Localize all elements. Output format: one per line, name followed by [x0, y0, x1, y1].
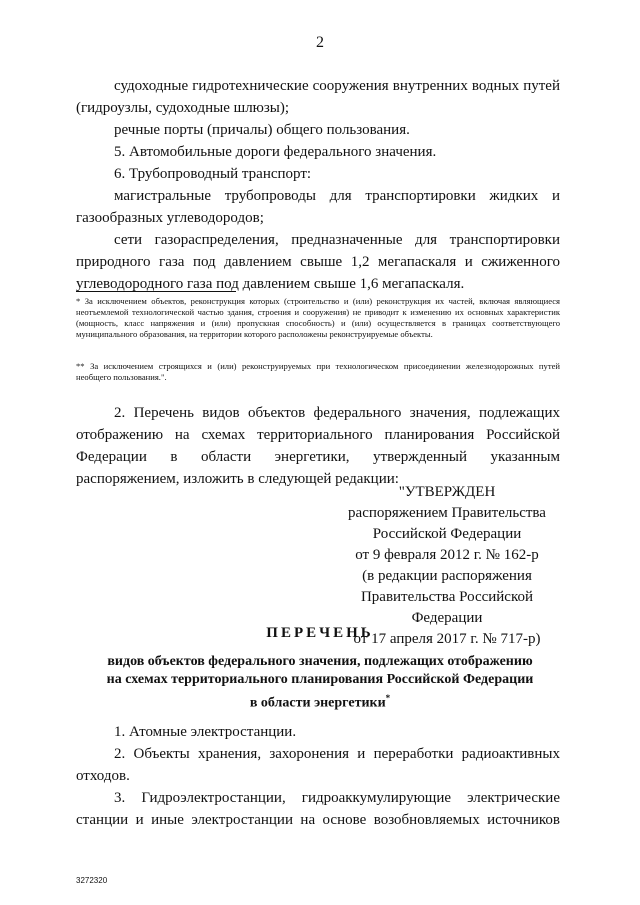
approval-line: от 17 апреля 2017 г. № 717-р)	[353, 631, 541, 647]
list-item-3: 3. Гидроэлектростанции, гидроаккумулирующие электрические станции и иные электростанции на основе возобновляемых источников	[76, 790, 560, 828]
footnote-2: ** За исключением строящихся и (или) реконструируемых при технологическом присоединении железнодорожных путей необщего пользования.".	[76, 361, 560, 382]
list-subtitle-text: в области энергетики	[249, 695, 386, 711]
paragraph-river-ports: речные порты (причалы) общего пользования.	[114, 122, 410, 138]
paragraph-gas-networks: сети газораспределения, предназначенные для транспортировки природного газа под давлением свыше 1,2 мегапаскаля и сжиженного углеводородного газа под давлением свыше 1,6 мегапаскаля.	[76, 232, 560, 292]
paragraph-pipeline-heading: 6. Трубопроводный транспорт:	[114, 166, 312, 182]
list-title: ПЕРЕЧЕНЬ	[266, 625, 374, 641]
list-subtitle-line	[80, 689, 560, 713]
list-subtitle	[80, 653, 560, 713]
approval-line: от 9 февраля 2012 г. № 162-р	[355, 547, 539, 563]
approval-line: (в редакции распоряжения	[362, 568, 532, 584]
approval-line: Российской Федерации	[372, 526, 522, 542]
footnote-mark: *	[385, 693, 391, 703]
paragraph-roads: 5. Автомобильные дороги федерального значения.	[114, 144, 437, 160]
page-number: 2	[316, 34, 324, 51]
list-subtitle-line: на схемах территориального планирования Российской Федерации	[106, 672, 534, 687]
list-subtitle-line: видов объектов федерального значения, подлежащих отображению	[107, 654, 533, 669]
approval-line: распоряжением Правительства	[348, 505, 546, 521]
footnote-1: * За исключением объектов, реконструкция которых (строительство и (или) реконструкция их частей, включая являющиеся неотъемлемой технологической частью здания, строения и сооружения) не приводит к изменению их основных характеристик (мощность, класс напряжения и (или) пропускная способность) и (или) осуществляется в границах соответствующего муниципального образования, на территории которого расположены реконструируемые объекты.	[76, 296, 560, 339]
paragraph-trunk-pipelines: магистральные трубопроводы для транспортировки жидких и газообразных углеводородов;	[76, 188, 560, 226]
approval-line: "УТВЕРЖДЕН	[398, 484, 496, 500]
paragraph-waterways: судоходные гидротехнические сооружения внутренних водных путей (гидроузлы, судоходные шлюзы);	[76, 78, 560, 116]
list-item-2: 2. Объекты хранения, захоронения и переработки радиоактивных отходов.	[76, 746, 560, 784]
approval-line: Правительства Российской Федерации	[360, 589, 534, 626]
list-item-1: 1. Атомные электростанции.	[114, 724, 297, 740]
footnote-separator	[76, 291, 236, 292]
paragraph-section-2: 2. Перечень видов объектов федерального значения, подлежащих отображению на схемах территориального планирования Российской Федерации в области энергетики, утвержденный указанным распоряжением, изложить в следующей редакции:	[76, 405, 560, 487]
document-id: 3272320	[76, 876, 108, 885]
